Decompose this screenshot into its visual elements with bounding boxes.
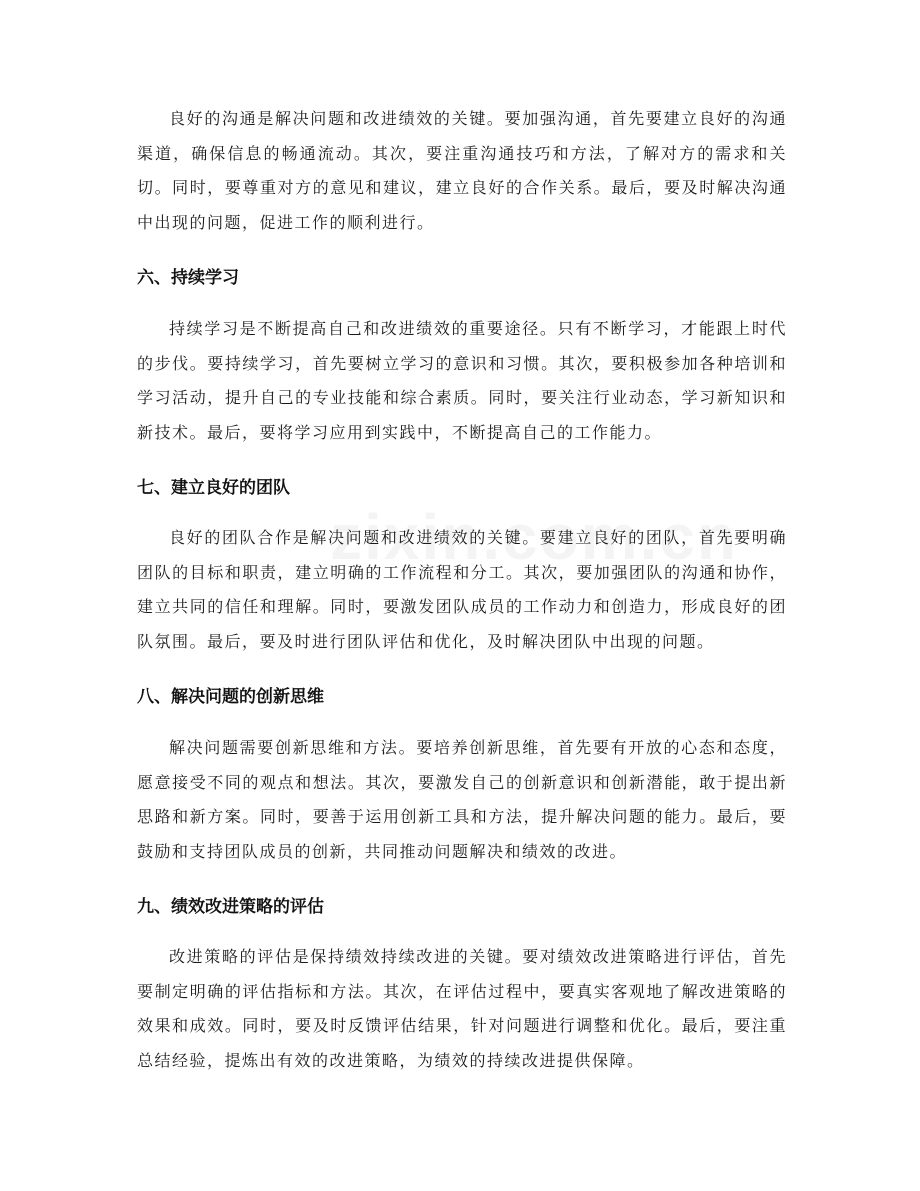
paragraph-innovative-thinking: 解决问题需要创新思维和方法。要培养创新思维，首先要有开放的心态和态度，愿意接受不同的观点和想法。其次，要激发自己的创新意识和创新潜能，敢于提出新思路和新方案。同时，要善于运用创新工具和方法，提升解决问题的能力。最后，要鼓励和支持团队成员的创新，共同推动问题解决和绩效的改进。 [137, 738, 787, 861]
heading-continuous-learning: 六、持续学习 [137, 268, 239, 288]
paragraph-strategy-evaluation: 改进策略的评估是保持绩效持续改进的关键。要对绩效改进策略进行评估，首先要制定明确的评估指标和方法。其次，在评估过程中，要真实客观地了解改进策略的效果和成效。同时，要及时反馈评估结果，针对问题进行调整和优化。最后，要注重总结经验，提炼出有效的改进策略，为绩效的持续改进提供保障。 [137, 947, 787, 1070]
heading-strategy-evaluation: 九、绩效改进策略的评估 [137, 897, 324, 917]
paragraph-communication: 良好的沟通是解决问题和改进绩效的关键。要加强沟通，首先要建立良好的沟通渠道，确保信息的畅通流动。其次，要注重沟通技巧和方法，了解对方的需求和关切。同时，要尊重对方的意见和建议，建立良好的合作关系。最后，要及时解决沟通中出现的问题，促进工作的顺利进行。 [137, 109, 787, 232]
heading-team-building: 七、建立良好的团队 [137, 478, 290, 498]
heading-innovative-thinking: 八、解决问题的创新思维 [137, 687, 324, 707]
paragraph-team-building: 良好的团队合作是解决问题和改进绩效的关键。要建立良好的团队，首先要明确团队的目标和职责，建立明确的工作流程和分工。其次，要加强团队的沟通和协作，建立共同的信任和理解。同时，要激发团队成员的工作动力和创造力，形成良好的团队氛围。最后，要及时进行团队评估和优化，及时解决团队中出现的问题。 [137, 528, 787, 651]
paragraph-continuous-learning: 持续学习是不断提高自己和改进绩效的重要途径。只有不断学习，才能跟上时代的步伐。要持续学习，首先要树立学习的意识和习惯。其次，要积极参加各种培训和学习活动，提升自己的专业技能和综合素质。同时，要关注行业动态，学习新知识和新技术。最后，要将学习应用到实践中，不断提高自己的工作能力。 [137, 319, 787, 442]
